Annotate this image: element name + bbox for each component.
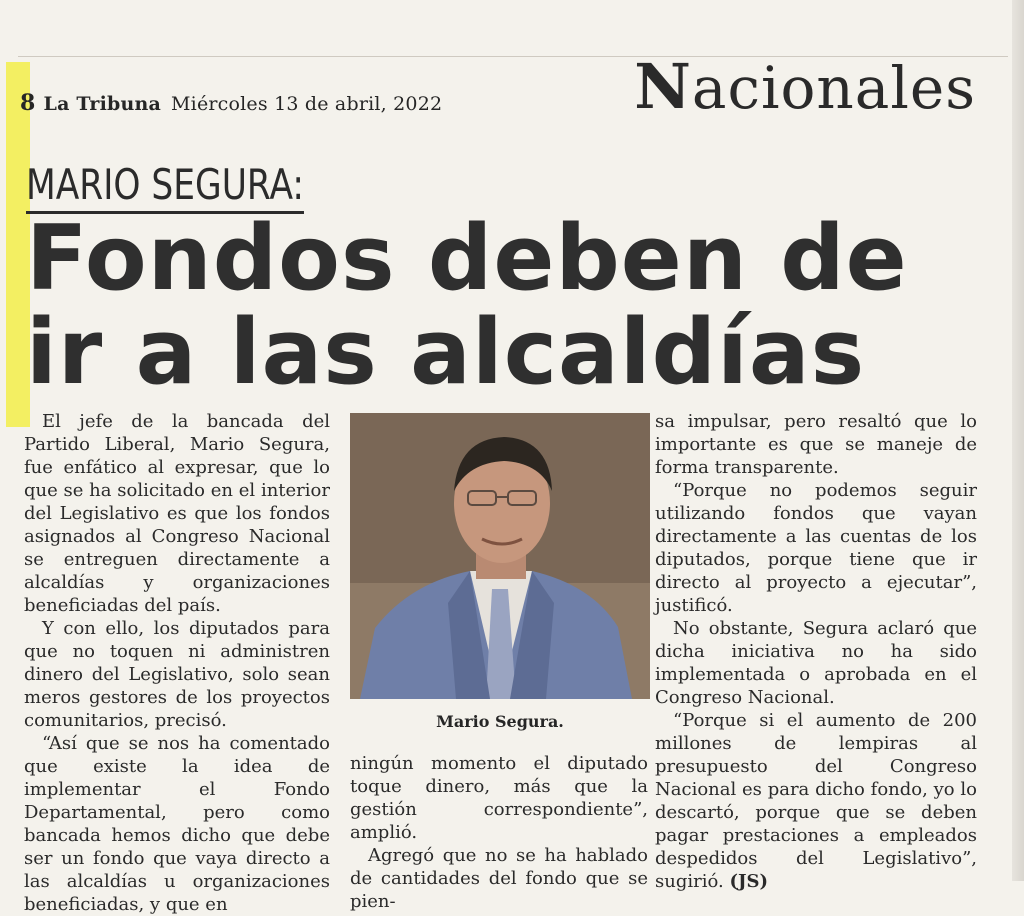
headline-kicker: MARIO SEGURA: bbox=[26, 160, 304, 214]
paragraph: “Porque no podemos seguir utilizando fondos que vayan directamente a las cuentas de los diputados, porque tiene que ir directo al proyecto a ejecutar”, justificó. bbox=[655, 480, 977, 616]
page-folio bbox=[20, 90, 442, 116]
section-title-rest: acionales bbox=[691, 54, 976, 122]
photo-caption: Mario Segura. bbox=[436, 712, 564, 731]
section-title-initial: N bbox=[634, 50, 692, 123]
paragraph: El jefe de la bancada del Partido Liberal, Mario Segura, fue enfático al expresar, que lo que se ha solicitado en el interior del Legislativo es que los fondos asignados al Congreso Nacional se entreguen directamente a alcaldías y organizaciones beneficiadas del país. bbox=[24, 411, 330, 616]
paragraph: Agregó que no se ha hablado de cantidades del fondo que se pien- bbox=[350, 845, 648, 912]
article-column-2 bbox=[350, 752, 648, 913]
headline-line-1: Fondos deben de bbox=[26, 206, 908, 311]
page-number: 8 bbox=[20, 90, 36, 116]
paragraph: “Así que se nos ha comentado que existe la idea de implementar el Fondo Departamental, pero como bancada hemos dicho que debe ser un fondo que vaya directo a las alcaldías u organizaciones beneficiadas, y que en bbox=[24, 733, 330, 915]
portrait-photo bbox=[350, 413, 650, 699]
paragraph-text: “Porque si el aumento de 200 millones de lempiras al presupuesto del Congreso Nacional es para dicho fondo, yo lo descartó, porque que se deben pagar prestaciones a empleados despedidos del Legislativo”, sugirió. bbox=[655, 710, 977, 892]
section-title bbox=[634, 50, 976, 123]
article-column-1 bbox=[24, 410, 330, 916]
issue-date: Miércoles 13 de abril, 2022 bbox=[171, 93, 443, 115]
headline bbox=[26, 206, 986, 405]
paragraph: sa impulsar, pero resaltó que lo importante es que se maneje de forma transparente. bbox=[655, 411, 977, 478]
publication-name: La Tribuna bbox=[43, 93, 162, 115]
headline-line-2: ir a las alcaldías bbox=[26, 300, 866, 405]
page-edge bbox=[1012, 0, 1024, 881]
portrait-illustration bbox=[350, 413, 650, 699]
author-initials: (JS) bbox=[729, 871, 769, 892]
paragraph: Y con ello, los diputados para que no toquen ni administren dinero del Legislativo, solo sean meros gestores de los proyectos comunitarios, precisó. bbox=[24, 618, 330, 731]
paragraph: ningún momento el diputado toque dinero, más que la gestión correspondiente”, amplió. bbox=[350, 753, 648, 843]
article-column-3 bbox=[655, 410, 977, 893]
paragraph bbox=[655, 709, 977, 893]
paragraph: No obstante, Segura aclaró que dicha iniciativa no ha sido implementada o aprobada en el Congreso Nacional. bbox=[655, 618, 977, 708]
